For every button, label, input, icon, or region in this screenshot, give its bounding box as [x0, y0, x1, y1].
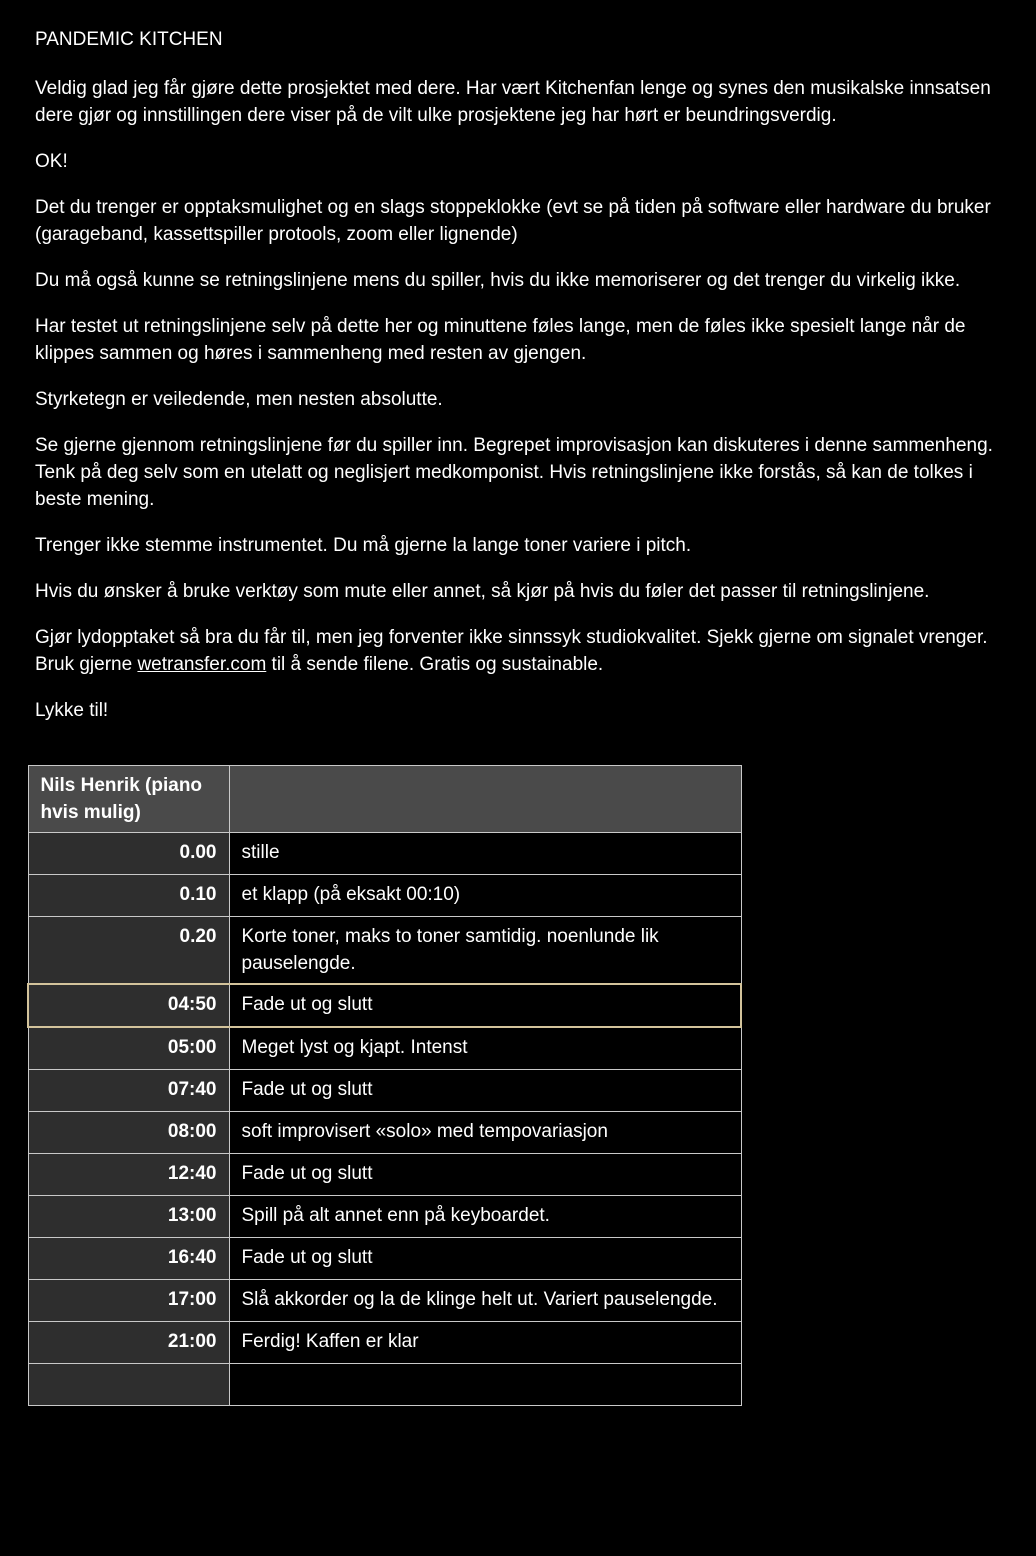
table-header-cell-performer: Nils Henrik (piano hvis mulig) [28, 766, 229, 833]
description-cell: Fade ut og slutt [229, 1070, 741, 1112]
time-cell: 17:00 [28, 1280, 229, 1322]
description-cell [229, 1364, 741, 1406]
description-cell: Meget lyst og kjapt. Intenst [229, 1027, 741, 1070]
paragraph-with-link [35, 624, 1006, 678]
paragraph: Hvis du ønsker å bruke verktøy som mute eller annet, så kjør på hvis du føler det passer til retningslinjene. [35, 581, 930, 602]
description-cell: Korte toner, maks to toner samtidig. noenlunde lik pauselengde. [229, 917, 741, 985]
table-header-cell-empty [229, 766, 741, 833]
wetransfer-link[interactable]: wetransfer.com [137, 654, 267, 675]
paragraph: Veldig glad jeg får gjøre dette prosjektet med dere. Har vært Kitchenfan lenge og synes den musikalske innsatsen dere gjør og innstillingen dere viser på de vilt ulke prosjektene jeg har hørt er beundringsverdig. [35, 78, 991, 126]
link-paragraph-before: Gjør lydopptaket så bra du får til, men jeg forventer ikke sinnssyk studiokvalitet. Sjekk gjerne om signalet vrenger. Bruk gjerne [35, 627, 988, 675]
time-cell: 07:40 [28, 1070, 229, 1112]
table-row [28, 1322, 741, 1364]
description-cell: soft improvisert «solo» med tempovariasjon [229, 1112, 741, 1154]
time-cell: 13:00 [28, 1196, 229, 1238]
table-row [28, 1238, 741, 1280]
link-paragraph-after: til å sende filene. Gratis og sustainable. [266, 654, 604, 675]
description-cell: Spill på alt annet enn på keyboardet. [229, 1196, 741, 1238]
table-row [28, 1112, 741, 1154]
table-row [28, 1364, 741, 1406]
description-cell: Slå akkorder og la de klinge helt ut. Variert pauselengde. [229, 1280, 741, 1322]
time-cell: 0.10 [28, 875, 229, 917]
description-cell: stille [229, 833, 741, 875]
paragraph: OK! [35, 151, 68, 172]
description-cell: Fade ut og slutt [229, 984, 741, 1027]
paragraph: Trenger ikke stemme instrumentet. Du må gjerne la lange toner variere i pitch. [35, 535, 692, 556]
document-title: PANDEMIC KITCHEN [35, 29, 223, 50]
table-row [28, 984, 741, 1027]
paragraph: Det du trenger er opptaksmulighet og en slags stoppeklokke (evt se på tiden på software eller hardware du bruker (garageband, kassettspiller protools, zoom eller lignende) [35, 197, 991, 245]
table-row [28, 833, 741, 875]
time-cell: 16:40 [28, 1238, 229, 1280]
time-cell [28, 1364, 229, 1406]
closing-paragraph: Lykke til! [35, 700, 109, 721]
table-row [28, 1027, 741, 1070]
time-cell: 21:00 [28, 1322, 229, 1364]
schedule-table [27, 765, 742, 1406]
paragraph: Se gjerne gjennom retningslinjene før du spiller inn. Begrepet improvisasjon kan diskuteres i denne sammenheng. Tenk på deg selv som en utelatt og neglisjert medkomponist. Hvis retningslinjene ikke forstås, så kan de tolkes i beste mening. [35, 435, 993, 510]
paragraph: Du må også kunne se retningslinjene mens du spiller, hvis du ikke memoriserer og det trenger du virkelig ikke. [35, 270, 961, 291]
description-cell: et klapp (på eksakt 00:10) [229, 875, 741, 917]
time-cell: 0.20 [28, 917, 229, 985]
schedule-table-body [28, 833, 741, 1406]
time-cell: 08:00 [28, 1112, 229, 1154]
schedule-table-header [28, 766, 741, 833]
table-row [28, 1196, 741, 1238]
table-row [28, 1070, 741, 1112]
time-cell: 0.00 [28, 833, 229, 875]
table-row [28, 917, 741, 985]
description-cell: Ferdig! Kaffen er klar [229, 1322, 741, 1364]
table-row [28, 1154, 741, 1196]
table-row [28, 875, 741, 917]
description-cell: Fade ut og slutt [229, 1238, 741, 1280]
table-row [28, 1280, 741, 1322]
description-cell: Fade ut og slutt [229, 1154, 741, 1196]
table-header-row [28, 766, 741, 833]
time-cell: 05:00 [28, 1027, 229, 1070]
time-cell: 12:40 [28, 1154, 229, 1196]
paragraph: Har testet ut retningslinjene selv på dette her og minuttene føles lange, men de føles ikke spesielt lange når de klippes sammen og høres i sammenheng med resten av gjengen. [35, 316, 966, 364]
time-cell: 04:50 [28, 984, 229, 1027]
paragraph: Styrketegn er veiledende, men nesten absolutte. [35, 389, 443, 410]
